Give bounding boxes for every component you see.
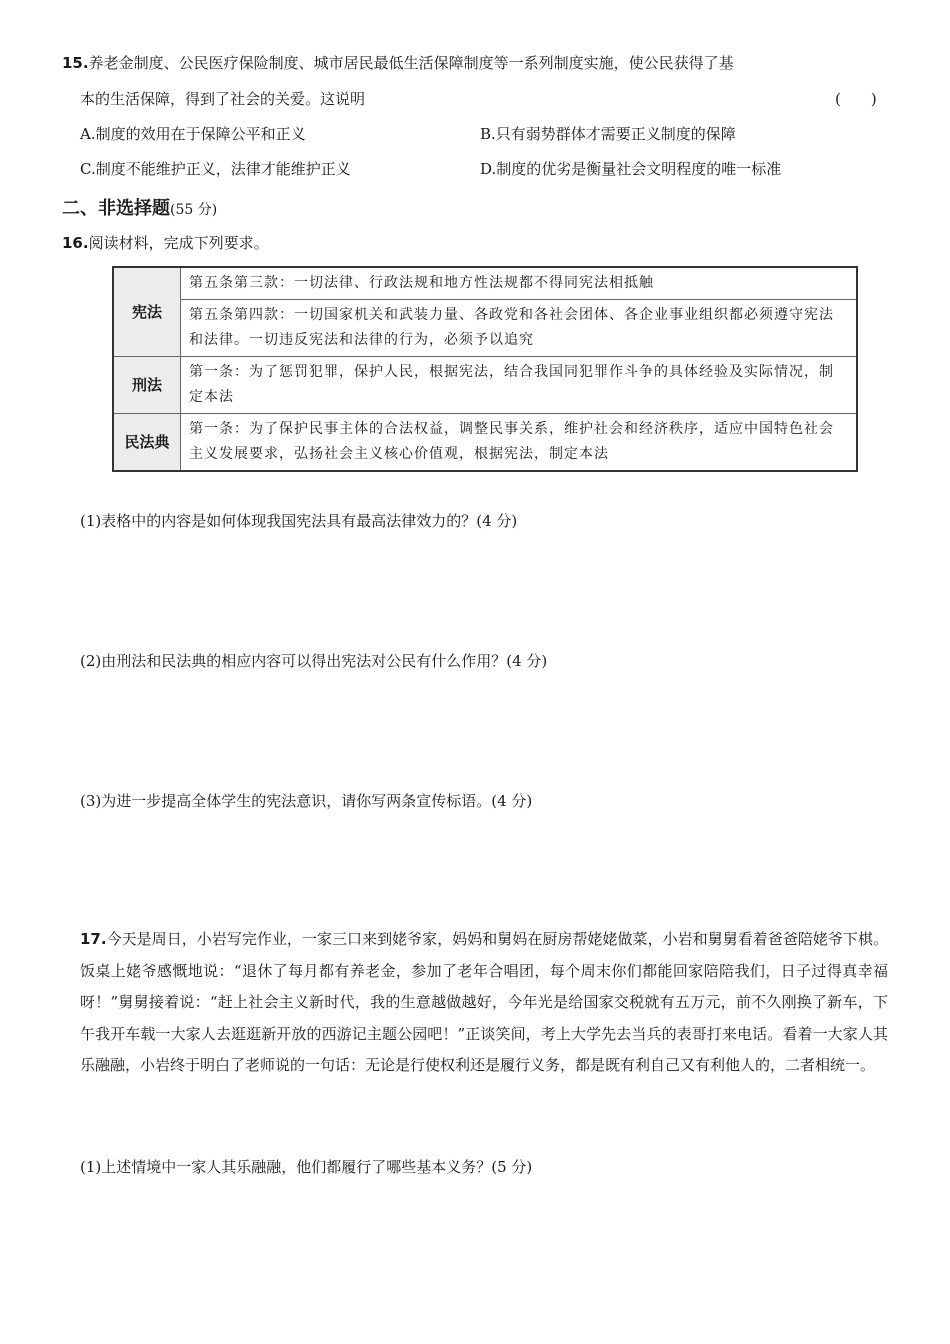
table-cell: 第一条：为了保护民事主体的合法权益，调整民事关系，维护社会和经济秩序，适应中国特色社会主义发展要求，弘扬社会主义核心价值观，根据宪法，制定本法 <box>181 414 858 472</box>
table-cell: 第一条：为了惩罚犯罪，保护人民，根据宪法，结合我国同犯罪作斗争的具体经验及实际情况，制定本法 <box>181 357 858 414</box>
question-stem: 养老金制度、公民医疗保险制度、城市居民最低生活保障制度等一系列制度实施，使公民获得了基 <box>88 54 734 72</box>
sub-question-1: (1)上述情境中一家人其乐融融，他们都履行了哪些基本义务？(5 分) <box>80 1158 533 1176</box>
option-a[interactable]: A.制度的效用在于保障公平和正义 <box>80 125 306 143</box>
question-number: 15. <box>62 54 89 72</box>
question-stem: 阅读材料，完成下列要求。 <box>88 234 269 252</box>
question-16 <box>62 232 269 253</box>
row-head-criminal-law: 刑法 <box>113 357 181 414</box>
table-row <box>113 357 857 414</box>
sub-question-1: (1)表格中的内容是如何体现我国宪法具有最高法律效力的？(4 分) <box>80 512 518 530</box>
section-heading <box>62 194 217 220</box>
law-table <box>112 266 858 472</box>
option-c[interactable]: C.制度不能维护正义，法律才能维护正义 <box>80 160 351 178</box>
question-number: 16. <box>62 234 89 252</box>
option-d[interactable]: D.制度的优劣是衡量社会文明程度的唯一标准 <box>480 160 782 178</box>
sub-question-3: (3)为进一步提高全体学生的宪法意识，请你写两条宣传标语。(4 分) <box>80 792 533 810</box>
row-head-civil-code: 民法典 <box>113 414 181 472</box>
sub-question-2: (2)由刑法和民法典的相应内容可以得出宪法对公民有什么作用？(4 分) <box>80 652 548 670</box>
section-points: (55 分) <box>170 202 218 218</box>
table-cell: 第五条第四款：一切国家机关和武装力量、各政党和各社会团体、各企业事业组织都必须遵守宪法和法律。一切违反宪法和法律的行为，必须予以追究 <box>181 300 858 357</box>
table-cell: 第五条第三款：一切法律、行政法规和地方性法规都不得同宪法相抵触 <box>181 267 858 300</box>
row-head-constitution: 宪法 <box>113 267 181 357</box>
table-row <box>113 414 857 472</box>
question-15 <box>62 52 734 73</box>
table-row <box>113 300 857 357</box>
question-stem-continued: 本的生活保障，得到了社会的关爱。这说明 <box>80 90 366 108</box>
table-row <box>113 267 857 300</box>
question-number: 17. <box>80 930 107 948</box>
question-17 <box>80 924 888 1082</box>
option-b[interactable]: B.只有弱势群体才需要正义制度的保障 <box>480 125 736 143</box>
question-passage: 今天是周日，小岩写完作业，一家三口来到姥爷家，妈妈和舅妈在厨房帮姥姥做菜，小岩和舅舅看着爸爸陪姥爷下棋。饭桌上姥爷感慨地说：“退休了每月都有养老金，参加了老年合唱团，每个周末你们都能回家陪陪我们，日子过得真幸福呀！”舅舅接着说：“赶上社会主义新时代，我的生意越做越好，今年光是给国家交税就有五万元，前不久刚换了新车，下午我开车载一大家人去逛逛新开放的西游记主题公园吧！”正谈笑间，考上大学先去当兵的表哥打来电话。看着一大家人其乐融融，小岩终于明白了老师说的一句话：无论是行使权利还是履行义务，都是既有利自己又有利他人的，二者相统一。 <box>80 930 888 1074</box>
answer-bracket[interactable]: ( ) <box>835 90 877 108</box>
section-title: 二、非选择题 <box>62 198 170 219</box>
